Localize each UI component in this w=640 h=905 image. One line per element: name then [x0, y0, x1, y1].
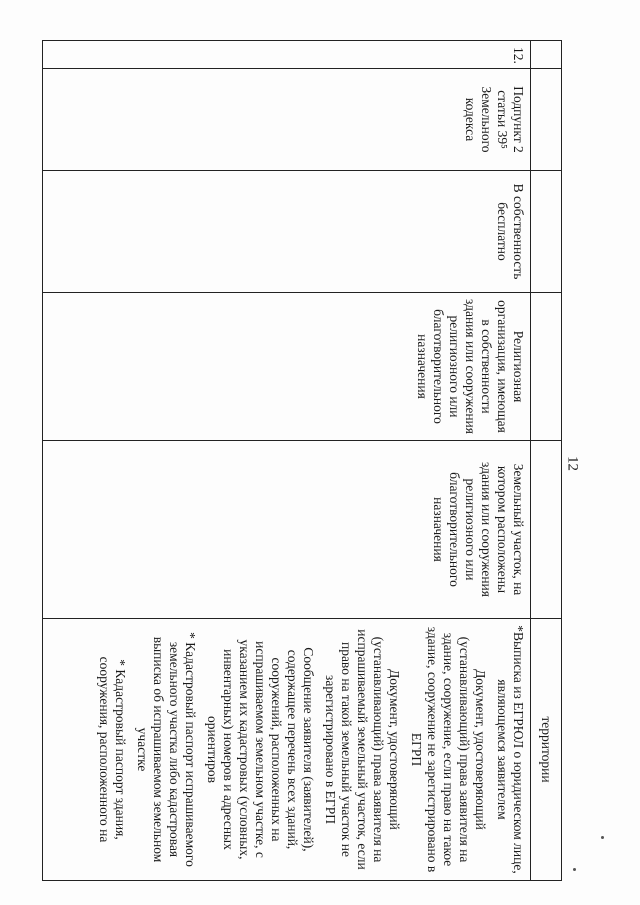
document-item: Сообщение заявителя (заявителей), содержащее перечень всех зданий, сооружений, расположенных на испрашиваемом земельном участке, с указанием их кадастровых (условных, инвентарных) номеров и адресных ориентиров — [205, 639, 316, 860]
rotated-page — [0, 40, 562, 880]
document-table — [42, 40, 562, 881]
row-number: 12. — [43, 41, 531, 69]
row-right-type: В собственность бесплатно — [43, 171, 531, 293]
document-item: * Кадастровый паспорт испрашиваемого земельного участка либо кадастровая выписка об испрашиваемом земельном участке — [135, 632, 198, 867]
table-header-row — [531, 41, 562, 881]
row-applicant: Религиозная организация, имеющая в собственности здания или сооружения религиозного или благотворительного назначения — [43, 293, 531, 441]
document-item: Документ, удостоверяющий (устанавливающий) права заявителя на испрашиваемый земельный участок, если право на такой земельный участок не зарегистрировано в ЕГРП — [323, 629, 402, 870]
document-item: Документ, удостоверяющий (устанавливающий) права заявителя на здание, сооружение, если право на такое здание, сооружение не зарегистрировано в ЕГРП — [409, 626, 488, 873]
row-legal-basis: Подпункт 2 статьи 39⁵ Земельного кодекса — [43, 69, 531, 171]
table-row — [43, 41, 531, 881]
header-empty-cell — [531, 441, 562, 619]
row-documents — [43, 619, 531, 881]
header-empty-cell — [531, 69, 562, 171]
scan-dot — [573, 868, 576, 871]
row-land-object: Земельный участок, на котором расположены здания или сооружения религиозного или благотворительного назначения — [43, 441, 531, 619]
header-empty-cell — [531, 171, 562, 293]
document-item: *Выписка из ЕГРЮЛ о юридическом лице, являющемся заявителем — [495, 625, 526, 874]
header-empty-cell — [531, 293, 562, 441]
page-number: 12 — [564, 456, 581, 471]
header-territory-cell: территории — [531, 619, 562, 881]
scan-dot — [601, 836, 604, 839]
document-item: * Кадастровый паспорт здания, сооружения, расположенного на — [97, 656, 128, 843]
header-empty-cell — [531, 41, 562, 69]
